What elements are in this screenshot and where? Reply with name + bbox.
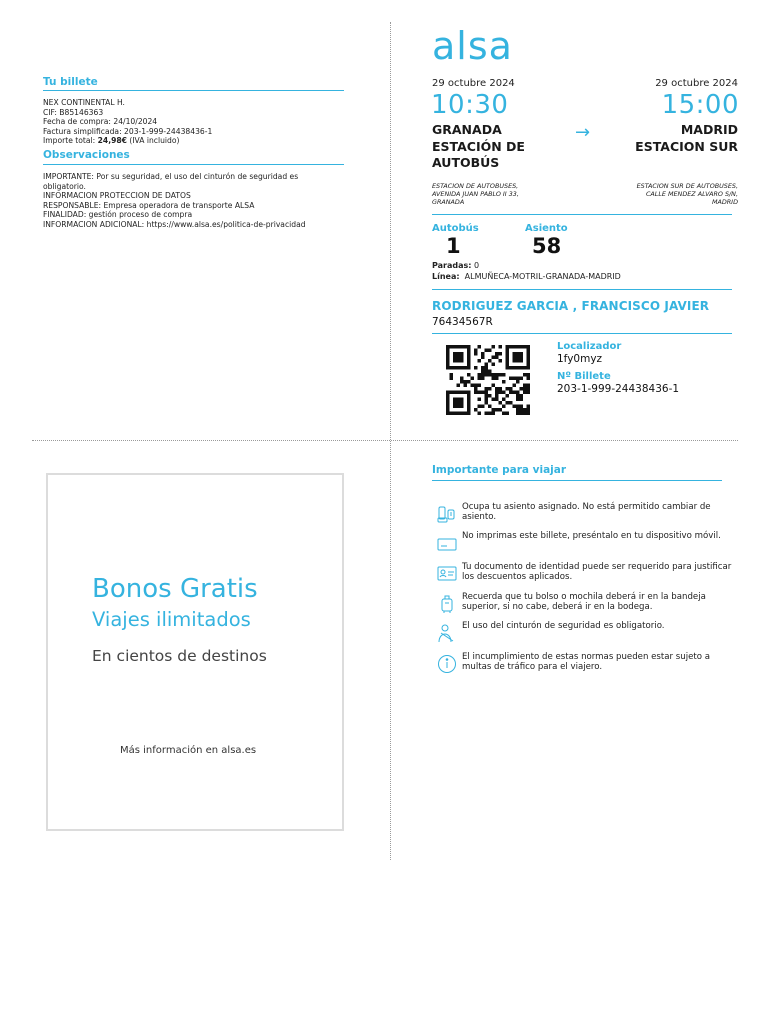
locator-value: 1fy0myz	[557, 353, 603, 365]
obs-line: INFORMACION PROTECCION DE DATOS	[43, 191, 191, 201]
arrival-time: 15:00	[661, 90, 739, 120]
tu-billete-rule	[43, 90, 344, 91]
obs-line: obligatorio.	[43, 181, 86, 191]
horizontal-fold-line	[32, 440, 738, 441]
tips-title: Importante para viajar	[432, 464, 567, 476]
total-amount: 24,98€	[97, 136, 127, 146]
promo-title: Bonos Gratis	[92, 574, 258, 604]
observaciones-rule	[43, 164, 344, 165]
svg-text:alsa: alsa	[432, 26, 513, 62]
departure-time: 10:30	[431, 90, 509, 120]
stops-value: 0	[471, 261, 480, 270]
ticket-rule-2	[432, 289, 732, 290]
bus-label: Autobús	[432, 223, 479, 234]
observaciones-title: Observaciones	[43, 149, 130, 161]
bus-number: 1	[446, 234, 461, 258]
arrival-station: ESTACION SUR DE AUTOBUSES, CALLE MENDEZ ALVARO S/N, MADRID	[636, 182, 738, 207]
arrival-date: 29 octubre 2024	[655, 78, 738, 89]
line-info: Línea: ALMUÑECA-MOTRIL-GRANADA-MADRID	[432, 272, 621, 281]
tu-billete-title: Tu billete	[43, 76, 98, 88]
departure-date: 29 octubre 2024	[432, 78, 515, 89]
total-amount-line: Importe total: 24,98€ (IVA incluido)	[43, 136, 180, 146]
seat-icon	[436, 504, 458, 526]
ticket-number-value: 203-1-999-24438436-1	[557, 383, 680, 395]
promo-subtitle: Viajes ilimitados	[92, 608, 251, 631]
ticket-icon	[436, 534, 458, 556]
arrival-city: MADRID ESTACION SUR	[635, 122, 738, 154]
obs-line: RESPONSABLE: Empresa operadora de transporte ALSA	[43, 200, 255, 210]
line-value: ALMUÑECA-MOTRIL-GRANADA-MADRID	[459, 272, 621, 281]
stops-line: Paradas: 0	[432, 261, 480, 270]
ticket-number-label: Nº Billete	[557, 371, 611, 382]
ticket-rule-1	[432, 214, 732, 215]
alsa-logo	[432, 26, 538, 66]
departure-city: GRANADA ESTACIÓN DE AUTOBÚS	[432, 122, 525, 170]
passenger-name: RODRIGUEZ GARCIA , FRANCISCO JAVIER	[432, 299, 710, 313]
tip-text: No imprimas este billete, preséntalo en tu dispositivo móvil.	[462, 531, 721, 541]
seat-number: 58	[532, 234, 562, 258]
luggage-icon	[436, 593, 458, 615]
obs-line: INFORMACION ADICIONAL: https://www.alsa.es/politica-de-privacidad	[43, 219, 306, 229]
company-cif: CIF: B85146363	[43, 107, 104, 117]
tips-rule	[432, 480, 722, 481]
tip-text: El incumplimiento de estas normas pueden estar sujeto a multas de tráfico para el viajero.	[462, 652, 711, 672]
departure-station: ESTACION DE AUTOBUSES, AVENIDA JUAN PABLO II 33, GRANADA	[432, 182, 519, 207]
locator-label: Localizador	[557, 341, 622, 352]
promo-destinations: En cientos de destinos	[92, 647, 267, 665]
invoice-number: Factura simplificada: 203-1-999-24438436-1	[43, 126, 213, 136]
vertical-fold-line	[390, 22, 391, 860]
tip-text: El uso del cinturón de seguridad es obligatorio.	[462, 621, 665, 631]
purchase-details	[43, 98, 343, 146]
seat-label: Asiento	[525, 223, 568, 234]
purchase-date: Fecha de compra: 24/10/2024	[43, 117, 158, 127]
obs-line: FINALIDAD: gestión proceso de compra	[43, 210, 193, 220]
seatbelt-icon	[436, 623, 458, 645]
company-name: NEX CONTINENTAL H.	[43, 98, 125, 107]
qr-code	[446, 345, 530, 419]
info-icon	[436, 653, 458, 675]
ticket-rule-3	[432, 333, 732, 334]
obs-line: IMPORTANTE: Por su seguridad, el uso del cinturón de seguridad es	[43, 172, 299, 181]
id-card-icon	[436, 563, 458, 585]
route-arrow-icon: →	[575, 122, 591, 143]
tip-text: Recuerda que tu bolso o mochila deberá ir en la bandeja superior, si no cabe, deberá ir en la bodega.	[462, 592, 706, 612]
passenger-id: 76434567R	[432, 316, 493, 328]
tip-text: Tu documento de identidad puede ser requerido para justificar los descuentos aplicados.	[462, 562, 732, 582]
tip-text: Ocupa tu asiento asignado. No está permitido cambiar de asiento.	[462, 502, 711, 522]
promo-more-info: Más información en alsa.es	[120, 745, 257, 756]
observaciones-text	[43, 172, 348, 230]
